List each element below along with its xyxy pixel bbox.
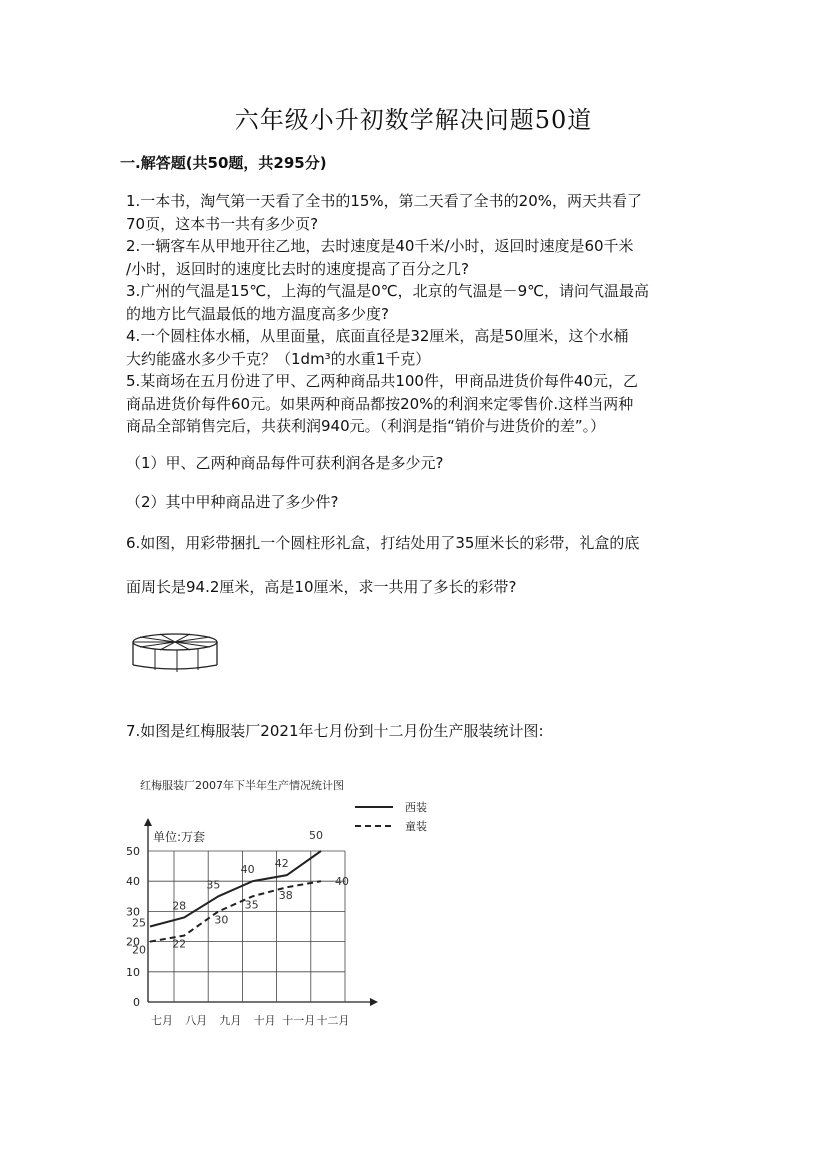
legend-label-suits: 西装: [405, 801, 427, 814]
question-5-line-3: 商品全部销售完后，共获利润940元。（利润是指“销价与进货价的差”。）: [126, 417, 606, 435]
page-title: 六年级小升初数学解决问题50道: [234, 106, 593, 134]
data-label: 40: [335, 875, 349, 889]
data-label: 28: [172, 899, 187, 913]
x-axis-arrow: [370, 998, 378, 1006]
chart-unit-label: 单位:万套: [153, 830, 206, 844]
x-tick-label: 十月: [253, 1014, 276, 1027]
y-tick-label: 30: [126, 905, 140, 919]
question-6-line-2: 面周长是94.2厘米，高是10厘米，求一共用了多长的彩带?: [126, 578, 517, 596]
section-heading: 一.解答题(共50题，共295分): [120, 154, 327, 172]
x-tick-label: 七月: [151, 1014, 173, 1027]
series-line-suits: [150, 851, 321, 927]
data-label: 42: [274, 857, 289, 871]
data-label: 35: [206, 878, 221, 892]
question-7: [126, 720, 706, 743]
y-tick-label: 40: [126, 875, 140, 889]
question-4-line-2: 大约能盛水多少千克？（1dm³的水重1千克）: [126, 349, 431, 368]
question-3: [126, 280, 706, 325]
gift-box-illustration: [130, 630, 225, 675]
question-1: [126, 190, 706, 235]
question-2-line-2: /小时，返回时的速度比去时的速度提高了百分之几?: [126, 259, 470, 278]
data-label: 35: [244, 898, 259, 912]
y-tick-label: 10: [126, 965, 140, 979]
y-tick-label: 0: [133, 996, 140, 1009]
question-3-line-2: 的地方比气温最低的地方温度高多少度?: [126, 304, 389, 323]
production-line-chart: [118, 775, 438, 1030]
y-axis-arrow: [144, 818, 152, 826]
y-tick-label: 50: [126, 845, 140, 858]
y-tick-label: 20: [126, 935, 140, 949]
question-5-line-1: 5.某商场在五月份进了甲、乙两种商品共100件，甲商品进货价每件40元，乙: [126, 372, 639, 390]
x-tick-label: 十二月: [316, 1014, 350, 1027]
question-1-line-1: 1.一本书，淘气第一天看了全书的15%，第二天看了全书的20%，两天共看了: [126, 192, 642, 210]
question-4: [126, 325, 706, 370]
data-label: 25: [132, 916, 146, 930]
x-tick-label: 十一月: [282, 1014, 316, 1027]
data-label: 38: [278, 889, 293, 903]
question-6: [126, 521, 706, 609]
data-label: 22: [172, 937, 187, 951]
question-5-sub-1-text: （1）甲、乙两种商品每件可获利润各是多少元?: [126, 454, 444, 472]
question-1-line-2: 70页，这本书一共有多少页?: [126, 214, 319, 233]
x-tick-label: 九月: [219, 1014, 242, 1027]
question-5-sub-2: [126, 491, 706, 514]
question-7-text: 7.如图是红梅服装厂2021年七月份到十二月份生产服装统计图:: [126, 722, 544, 740]
question-5: [126, 370, 706, 438]
chart-title: 红梅服装厂2007年下半年生产情况统计图: [140, 779, 344, 792]
plot-area: [126, 818, 378, 1027]
x-tick-label: 八月: [185, 1014, 208, 1027]
question-4-line-1: 4.一个圆柱体水桶，从里面量，底面直径是32厘米，高是50厘米，这个水桶: [126, 327, 629, 345]
question-2: [126, 235, 706, 280]
question-3-line-1: 3.广州的气温是15℃，上海的气温是0℃，北京的气温是－9℃，请问气温最高: [126, 282, 650, 300]
legend-label-kids: 童装: [405, 820, 427, 833]
question-5-sub-1: [126, 452, 706, 475]
data-label: 50: [309, 829, 323, 842]
data-label: 20: [132, 943, 146, 957]
question-5-sub-2-text: （2）其中甲种商品进了多少件?: [126, 493, 339, 511]
question-6-line-1: 6.如图，用彩带捆扎一个圆柱形礼盒，打结处用了35厘米长的彩带，礼盒的底: [126, 534, 640, 552]
data-label: 30: [214, 913, 229, 927]
data-label: 40: [240, 863, 255, 877]
question-5-line-2: 商品进货价每件60元。如果两种商品都按20%的利润来定零售价.这样当两种: [126, 394, 634, 413]
question-2-line-1: 2.一辆客车从甲地开往乙地，去时速度是40千米/小时，返回时速度是60千米: [126, 237, 634, 255]
